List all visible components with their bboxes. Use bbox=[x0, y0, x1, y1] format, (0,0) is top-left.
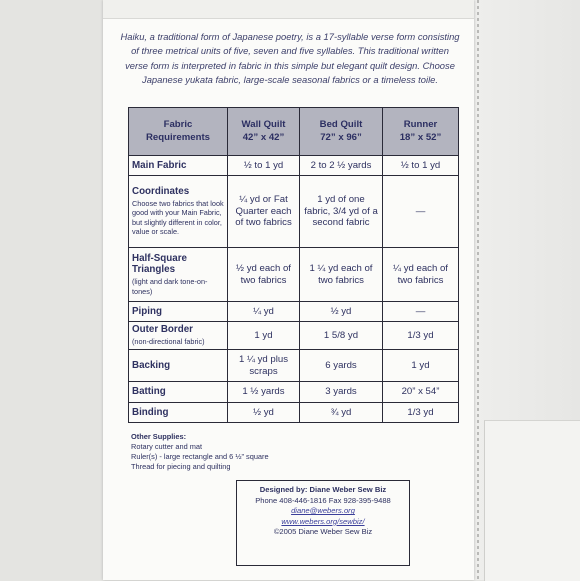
cell-wall-quilt: ½ to 1 yd bbox=[228, 156, 300, 176]
header-runner-size: 18” x 52” bbox=[399, 131, 442, 143]
row-label-backing: Backing bbox=[129, 350, 228, 382]
header-wall-size: 42” x 42” bbox=[242, 131, 285, 143]
list-item: Rotary cutter and mat bbox=[131, 442, 203, 452]
table-row bbox=[129, 248, 459, 302]
table-row bbox=[129, 403, 459, 423]
cell-runner: 1/3 yd bbox=[383, 322, 459, 350]
cell-bed-quilt: 1 yd of one fabric, 3/4 yd of a second fabric bbox=[300, 176, 383, 248]
cell-runner: — bbox=[383, 302, 459, 322]
row-label-piping: Piping bbox=[129, 302, 228, 322]
row-label-coordinates: Coordinates Choose two fabrics that look good with your Main Fabric, but slightly different in color, value or scale. bbox=[129, 176, 228, 248]
other-supplies bbox=[131, 432, 451, 472]
row-label-batting: Batting bbox=[129, 382, 228, 403]
table-row bbox=[129, 156, 459, 176]
cell-runner: ¼ yd each of two fabrics bbox=[383, 248, 459, 302]
row-note: (non-directional fabric) bbox=[132, 336, 205, 346]
cell-wall-quilt: ¼ yd bbox=[228, 302, 300, 322]
designer-phone-fax: Phone 408-446-1816 Fax 928-395-9488 bbox=[255, 495, 391, 505]
cell-wall-quilt: 1 yd bbox=[228, 322, 300, 350]
row-label-main-fabric: Main Fabric bbox=[129, 156, 228, 176]
background-paper-slip bbox=[484, 420, 580, 581]
cell-wall-quilt: ½ yd each of two fabrics bbox=[228, 248, 300, 302]
header-wall-quilt bbox=[228, 108, 300, 156]
designer-email-link[interactable]: diane@webers.org bbox=[291, 506, 355, 516]
table-row bbox=[129, 176, 459, 248]
row-label-outer-border: Outer Border (non-directional fabric) bbox=[129, 322, 228, 350]
header-runner bbox=[383, 108, 459, 156]
cell-bed-quilt: 6 yards bbox=[300, 350, 383, 382]
row-note: (light and dark tone-on-tones) bbox=[132, 276, 208, 296]
pattern-sheet-top-edge bbox=[103, 0, 474, 19]
cell-wall-quilt: 1 ½ yards bbox=[228, 382, 300, 403]
header-fabric-requirements: Fabric Requirements bbox=[129, 108, 228, 156]
cell-wall-quilt: ¼ yd or Fat Quarter each of two fabrics bbox=[228, 176, 300, 248]
header-bed-name: Bed Quilt bbox=[319, 119, 363, 130]
row-label-half-square-triangles: Half-Square Triangles (light and dark tone-on-tones) bbox=[129, 248, 228, 302]
table-row bbox=[129, 350, 459, 382]
table-row bbox=[129, 302, 459, 322]
cell-runner: 1/3 yd bbox=[383, 403, 459, 423]
cell-runner: ½ to 1 yd bbox=[383, 156, 459, 176]
cell-bed-quilt: ½ yd bbox=[300, 302, 383, 322]
cell-bed-quilt: 1 ¼ yd each of two fabrics bbox=[300, 248, 383, 302]
table-header-row bbox=[129, 108, 459, 156]
other-supplies-heading: Other Supplies: bbox=[131, 432, 187, 441]
cell-runner: 20” x 54” bbox=[383, 382, 459, 403]
cell-bed-quilt: 2 to 2 ½ yards bbox=[300, 156, 383, 176]
designer-name: Designed by: Diane Weber Sew Biz bbox=[259, 485, 387, 494]
row-label-binding: Binding bbox=[129, 403, 228, 423]
designer-credit-box bbox=[236, 480, 410, 566]
table-row bbox=[129, 382, 459, 403]
cell-runner: 1 yd bbox=[383, 350, 459, 382]
header-wall-name: Wall Quilt bbox=[241, 119, 286, 130]
row-note: Choose two fabrics that look good with your Main Fabric, but slightly different in color, value or scale. bbox=[132, 198, 224, 237]
list-item: Ruler(s) - large rectangle and 6 ½” square bbox=[131, 452, 269, 462]
cell-bed-quilt: ¾ yd bbox=[300, 403, 383, 423]
table-row bbox=[129, 322, 459, 350]
copyright-notice: ©2005 Diane Weber Sew Biz bbox=[273, 527, 373, 537]
list-item: Thread for piecing and quilting bbox=[131, 462, 231, 472]
cell-bed-quilt: 1 5/8 yd bbox=[300, 322, 383, 350]
cell-wall-quilt: 1 ¼ yd plus scraps bbox=[228, 350, 300, 382]
fabric-requirements-table bbox=[128, 107, 459, 423]
designer-website-link[interactable]: www.webers.org/sewbiz/ bbox=[281, 516, 365, 526]
background-seam bbox=[477, 0, 479, 580]
header-bed-quilt bbox=[300, 108, 383, 156]
intro-paragraph: Haiku, a traditional form of Japanese poetry, is a 17-syllable verse form consisting of three metrical units of five, seven and five syllables. This traditional written verse form is interpreted in fabric in this simple but elegant quilt design. Choose Japanese yukata fabric, large-scale seasonal fabrics or a timeless toile. bbox=[120, 31, 460, 85]
cell-bed-quilt: 3 yards bbox=[300, 382, 383, 403]
header-bed-size: 72” x 96” bbox=[320, 131, 362, 143]
cell-wall-quilt: ½ yd bbox=[228, 403, 300, 423]
header-runner-name: Runner bbox=[403, 119, 438, 130]
cell-runner: — bbox=[383, 176, 459, 248]
